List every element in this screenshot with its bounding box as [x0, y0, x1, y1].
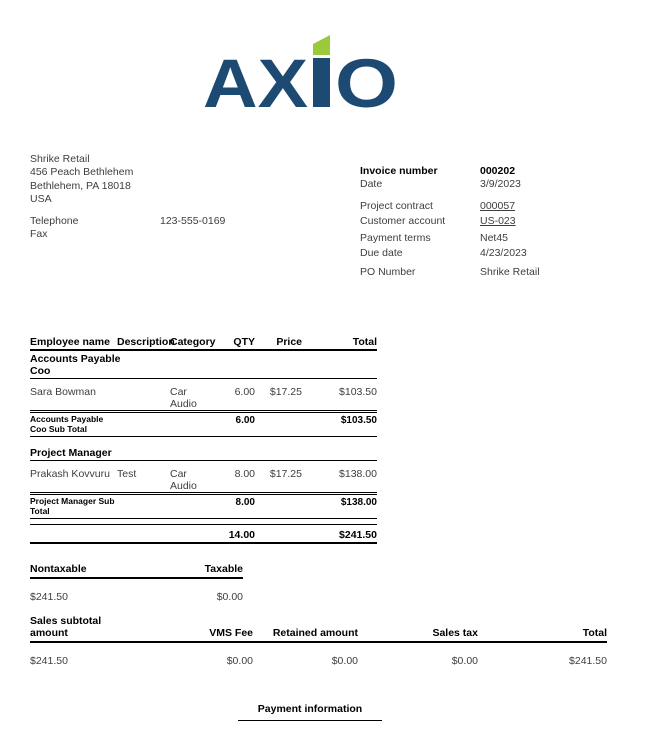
total-label: Total — [582, 627, 607, 639]
retained-amount-value: $0.00 — [331, 655, 358, 667]
telephone-label: Telephone — [30, 214, 79, 227]
nontaxable-value: $241.50 — [30, 591, 68, 603]
sales-subtotal-label: Sales subtotal amount — [30, 615, 102, 639]
header-category: Category — [170, 336, 216, 348]
invoice-number-label: Invoice number — [360, 165, 438, 177]
table-row — [30, 379, 377, 410]
cell-price: $17.25 — [269, 386, 302, 398]
telephone-value: 123-555-0169 — [160, 214, 226, 227]
cell-total: $138.00 — [339, 468, 377, 480]
invoice-date-row — [360, 178, 620, 190]
logo-text-o: O — [335, 45, 398, 109]
cell-description — [117, 386, 170, 410]
po-number-value: Shrike Retail — [480, 266, 540, 278]
seller-address-block — [30, 153, 330, 241]
table-row — [30, 461, 377, 492]
logo-text-ax: AX — [203, 45, 308, 109]
fax-row — [30, 228, 330, 241]
sales-subtotal-value: $241.50 — [30, 655, 68, 667]
group-name: Accounts Payable Coo — [30, 353, 121, 377]
header-description: Description — [117, 336, 175, 348]
po-number-row — [360, 266, 620, 278]
date-label: Date — [360, 178, 383, 190]
cell-price: $17.25 — [269, 468, 302, 480]
header-qty: QTY — [233, 336, 255, 348]
total-value: $241.50 — [569, 655, 607, 667]
payment-terms-row — [360, 232, 620, 244]
line-items-table — [30, 336, 377, 544]
grand-total-qty: 14.00 — [228, 529, 255, 541]
invoice-number-row — [360, 165, 620, 177]
taxable-label: Taxable — [204, 563, 243, 575]
telephone-row — [30, 215, 330, 228]
cell-total: $103.50 — [339, 386, 377, 398]
project-contract-link[interactable]: 000057 — [480, 200, 516, 212]
cell-qty: 8.00 — [234, 468, 255, 480]
group-header — [30, 351, 377, 379]
axio-logo-graphic — [203, 25, 398, 109]
group-subtotal-row — [30, 410, 377, 437]
totals-table — [30, 615, 607, 667]
totals-header-row — [30, 615, 607, 643]
seller-name: Shrike Retail — [30, 153, 90, 165]
subtotal-total: $138.00 — [340, 497, 377, 508]
tax-summary-values-row — [30, 579, 243, 603]
group-name: Project Manager — [30, 447, 112, 459]
totals-values-row — [30, 643, 607, 667]
payment-information-heading: Payment information — [238, 703, 382, 721]
cell-employee: Prakash Kovvuru — [30, 468, 110, 480]
cell-category: Car Audio — [170, 468, 197, 492]
group-subtotal-row — [30, 492, 377, 519]
grand-total-amount: $241.50 — [339, 529, 377, 541]
subtotal-label: Project Manager Sub Total — [30, 496, 115, 516]
subtotal-total: $103.50 — [340, 415, 377, 426]
project-contract-row — [360, 200, 620, 212]
subtotal-qty: 6.00 — [235, 415, 255, 426]
customer-account-link[interactable]: US-023 — [480, 215, 516, 227]
logo-i-stem — [313, 58, 330, 107]
grand-total-row — [30, 525, 377, 544]
axio-logo — [203, 25, 398, 109]
cell-category: Car Audio — [170, 386, 197, 410]
group-header — [30, 445, 377, 461]
due-date-value: 4/23/2023 — [480, 247, 527, 259]
subtotal-qty: 8.00 — [235, 497, 255, 508]
sales-tax-value: $0.00 — [451, 655, 478, 667]
header-employee-name: Employee name — [30, 336, 110, 348]
fax-label: Fax — [30, 228, 48, 241]
po-number-label: PO Number — [360, 266, 416, 278]
cell-description: Test — [117, 468, 137, 480]
project-contract-label: Project contract — [360, 200, 433, 212]
seller-country: USA — [30, 193, 52, 206]
header-price: Price — [276, 336, 302, 348]
invoice-number-value: 000202 — [480, 165, 516, 177]
customer-account-row — [360, 215, 620, 227]
seller-city: Bethlehem, PA 18018 — [30, 179, 131, 192]
vms-fee-value: $0.00 — [226, 655, 253, 667]
payment-terms-label: Payment terms — [360, 232, 431, 244]
cell-employee: Sara Bowman — [30, 386, 96, 398]
sales-tax-label: Sales tax — [432, 627, 478, 639]
header-total: Total — [352, 336, 377, 348]
customer-account-label: Customer account — [360, 215, 446, 227]
payment-terms-value: Net45 — [480, 232, 509, 244]
retained-amount-label: Retained amount — [272, 627, 358, 639]
tax-summary-header-row — [30, 563, 243, 579]
taxable-value: $0.00 — [216, 591, 243, 603]
logo-green-flag-icon — [313, 35, 330, 55]
date-value: 3/9/2023 — [480, 178, 521, 190]
vms-fee-label: VMS Fee — [209, 627, 253, 639]
subtotal-label: Accounts Payable Coo Sub Total — [30, 414, 104, 434]
nontaxable-label: Nontaxable — [30, 563, 87, 575]
cell-qty: 6.00 — [234, 386, 255, 398]
due-date-row — [360, 247, 620, 259]
due-date-label: Due date — [360, 247, 403, 259]
tax-summary-table — [30, 563, 243, 603]
line-items-header-row — [30, 336, 377, 351]
seller-street: 456 Peach Bethlehem — [30, 166, 134, 179]
